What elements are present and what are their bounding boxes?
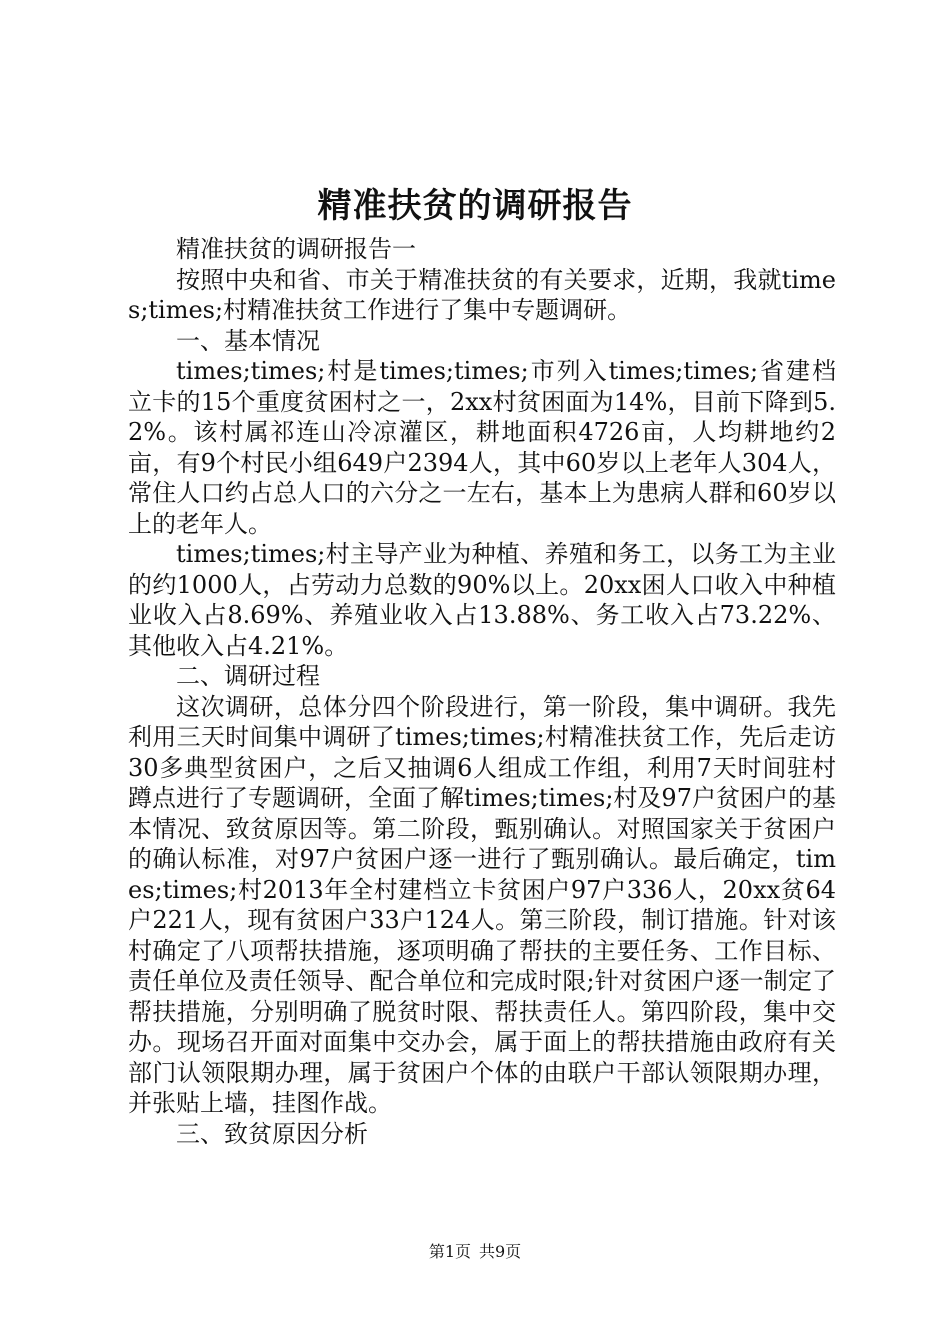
document-title: 精准扶贫的调研报告 <box>317 186 633 226</box>
section-heading-poverty-causes: 三、致贫原因分析 <box>176 1119 368 1148</box>
page-total: 共9页 <box>479 1242 522 1261</box>
intro-paragraph: 按照中央和省、市关于精准扶贫的有关要求，近期，我就times;times;村精准扶贫工作进行了集中专题调研。 <box>128 265 836 324</box>
document-body <box>128 234 836 1149</box>
research-process-paragraph: 这次调研，总体分四个阶段进行，第一阶段，集中调研。我先利用三天时间集中调研了times;times;村精准扶贫工作，先后走访30多典型贫困户，之后又抽调6人组成工作组，利用7天时间驻村蹲点进行了专题调研，全面了解times;times;村及97户贫困户的基本情况、致贫原因等。第二阶段，甄别确认。对照国家关于贫困户的确认标准，对97户贫困户逐一进行了甄别确认。最后确定，times;times;村2013年全村建档立卡贫困户97户336人，20xx贫64户221人，现有贫困户33户124人。第三阶段，制订措施。针对该村确定了八项帮扶措施，逐项明确了帮扶的主要任务、工作目标、责任单位及责任领导、配合单位和完成时限;针对贫困户逐一制定了帮扶措施，分别明确了脱贫时限、帮扶责任人。第四阶段，集中交办。现场召开面对面集中交办会，属于面上的帮扶措施由政府有关部门认领限期办理，属于贫困户个体的由联户干部认领限期办理，并张贴上墙，挂图作战。 <box>128 692 836 1117</box>
section-heading-basic-situation: 一、基本情况 <box>176 326 320 355</box>
page-number: 第1页 <box>428 1242 471 1261</box>
section-heading-research-process: 二、调研过程 <box>176 662 320 690</box>
page-footer <box>0 1240 950 1264</box>
report-subtitle: 精准扶贫的调研报告一 <box>176 235 416 263</box>
basic-situation-paragraph: times;times;村是times;times;市列入times;times;省建档立卡的15个重度贫困村之一，2xx村贫困面为14%，目前下降到5.2%。该村属祁连山冷凉灌区，耕地面积4726亩，人均耕地约2亩，有9个村民小组649户2394人，其中60岁以上老年人304人，常住人口约占总人口的六分之一左右，基本上为患病人群和60岁以上的老年人。 <box>128 357 836 538</box>
industry-income-paragraph: times;times;村主导产业为种植、养殖和务工，以务工为主业的约1000人，占劳动力总数的90%以上。20xx困人口收入中种植业收入占8.69%、养殖业收入占13.88%、务工收入占73.22%、其他收入占4.21%。 <box>128 540 836 660</box>
